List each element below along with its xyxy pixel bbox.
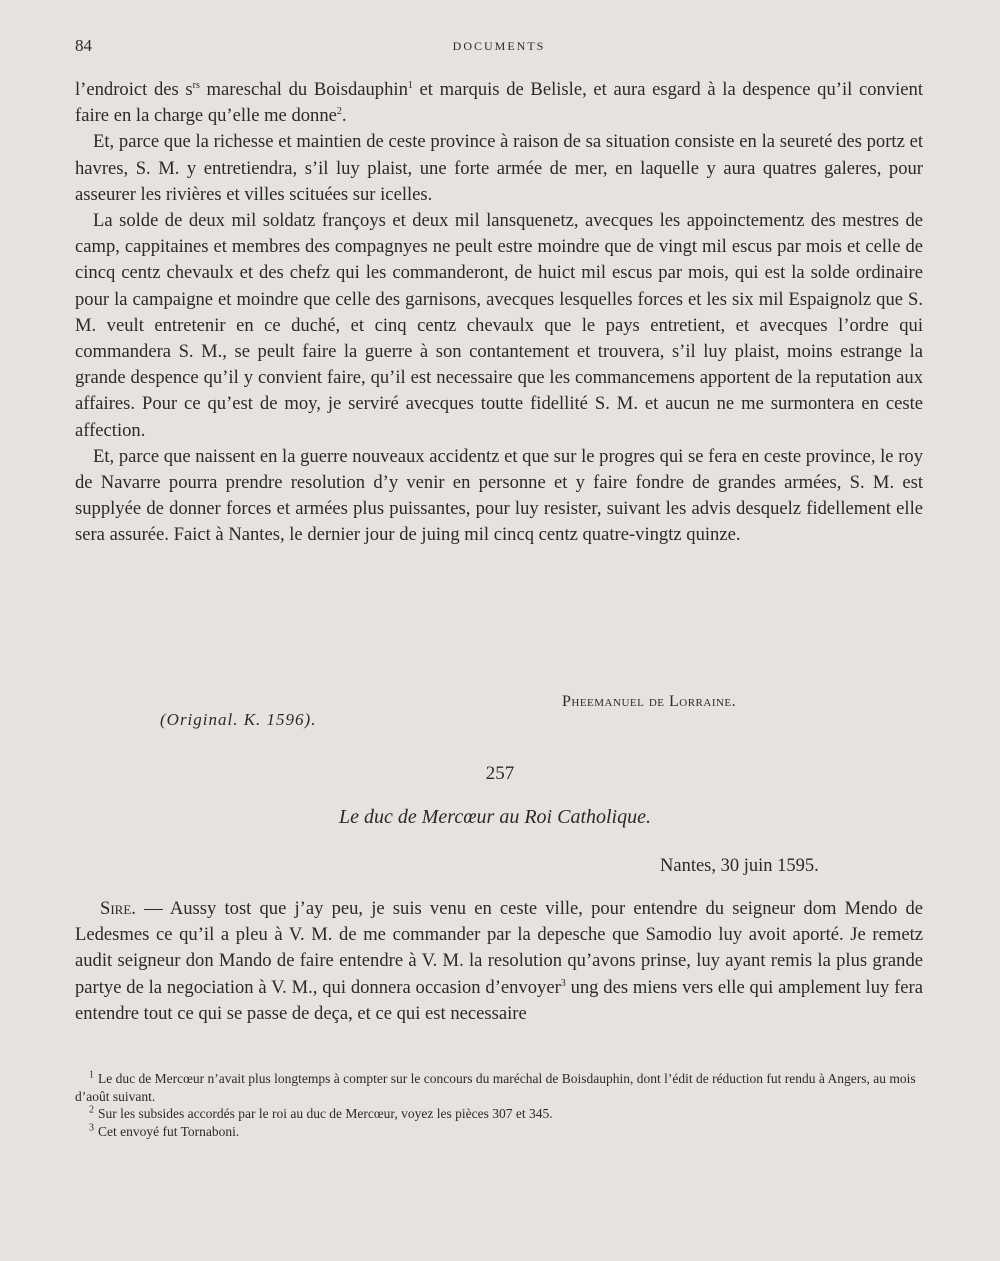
page-header xyxy=(75,36,923,58)
footnote-ref: 1 xyxy=(407,79,413,91)
page-number: 84 xyxy=(75,36,92,55)
paragraph: La solde de deux mil soldatz françoys et deux mil lansquenetz, avecques les appoinctementz des mestres de camp, cappitaines et membres des compagnyes ne peult estre moindre que de vingt mil escus par mois et celle de cincq centz chevaulx et des chefz qui les commanderont, de huict mil escus par mois, qui est la solde ordinaire pour la campaigne et moindre que celle des garnisons, avecques lesquelles forces et les six mil Espaignolz que S. M. veult entretenir en ce duché, et cinq centz chevaulx que le pays entretient, et avecques l’ordre qui commandera S. M., se peult faire la guerre à son contantement et trouvera, s’il luy plaist, moins estrange la grande despence qu’il y convient faire, qu’il est necessaire que les commancemens apportent de la reputation aux affaires. Pour ce qu’est de moy, je serviré avecques toutte fidellité S. M. et aucun ne me surmontera en ceste affection. xyxy=(75,210,923,441)
running-head: DOCUMENTS xyxy=(452,39,546,53)
signature: Pheemanuel de Lorraine. xyxy=(562,693,737,710)
footnote xyxy=(75,1070,923,1105)
footnote-ref: 2 xyxy=(336,106,342,118)
text-span: et marquis de Belisle, et aura esgard à la despence qu’il convient faire en la charge qu’elle me donne xyxy=(75,79,923,127)
salutation: Sire. xyxy=(100,898,136,919)
footnote xyxy=(75,1105,923,1123)
dateline: Nantes, 30 juin 1595. xyxy=(660,856,819,876)
document-title: Le duc de Mercœur au Roi Catholique. xyxy=(339,806,651,828)
paragraph xyxy=(75,896,923,1027)
body-text xyxy=(75,77,923,549)
footnote-marker: 2 xyxy=(89,1104,94,1116)
footnote xyxy=(75,1123,923,1141)
superscript: rs xyxy=(192,79,200,91)
text-span: ung des miens vers elle qui amplement luy fera entendre tout ce qui se passe de deça, et ce qui est necessaire xyxy=(75,976,923,1024)
text-span: — Aussy tost que j’ay peu, je suis venu en ceste ville, pour entendre du seigneur dom Mendo de Ledesmes ce qu’il a pleu à V. M. de me commander par la depesche que Samodio luy avoit aporté. Je remetz audit seigneur don Mando de faire entendre à V. M. la resolution qu’avons prinse, luy ayant remis la plus grande partye de la negociation à V. M., qui donnera occasion d’envoyer xyxy=(75,898,923,998)
footnote-marker: 1 xyxy=(89,1069,94,1081)
text-span: mareschal du Boisdauphin xyxy=(199,79,408,100)
footnote-text: Cet envoyé fut Tornaboni. xyxy=(98,1123,240,1139)
footnote-text: Le duc de Mercœur n’avait plus longtemps à compter sur le concours du maréchal de Boisdauphin, dont l’édit de réduction fut rendu à Angers, au mois d’août suivant. xyxy=(75,1071,916,1104)
footnote-ref: 3 xyxy=(560,977,566,989)
source-reference: (Original. K. 1596). xyxy=(160,710,317,729)
paragraph: Et, parce que naissent en la guerre nouveaux accidentz et que sur le progres qui se fera en ceste province, le roy de Navarre pourra prendre resolution d’y venir en personne et y faire fondre de grandes armées, S. M. est supplyée de donner forces et armées plus puissantes, pour luy resister, suivant les advis desquelz fidellement elle sera assurée. Faict à Nantes, le dernier jour de juing mil cincq centz quatre-vingtz quinze. xyxy=(75,445,923,546)
footnotes xyxy=(75,1070,923,1140)
footnote-marker: 3 xyxy=(89,1122,94,1133)
document-number: 257 xyxy=(485,763,515,784)
text-span: . xyxy=(341,105,347,127)
text-span: l’endroict des s xyxy=(75,79,193,100)
letter-text xyxy=(75,896,923,1027)
footnote-text: Sur les subsides accordés par le roi au duc de Mercœur, voyez les pièces 307 et 345. xyxy=(98,1106,553,1121)
paragraph xyxy=(75,77,923,129)
paragraph: Et, parce que la richesse et maintien de ceste province à raison de sa situation consiste en la seureté des portz et havres, S. M. y entretiendra, s’il luy plaist, une forte armée de mer, en laquelle y aura quatres galeres, pour asseurer les rivières et villes scituées sur icelles. xyxy=(75,131,923,205)
